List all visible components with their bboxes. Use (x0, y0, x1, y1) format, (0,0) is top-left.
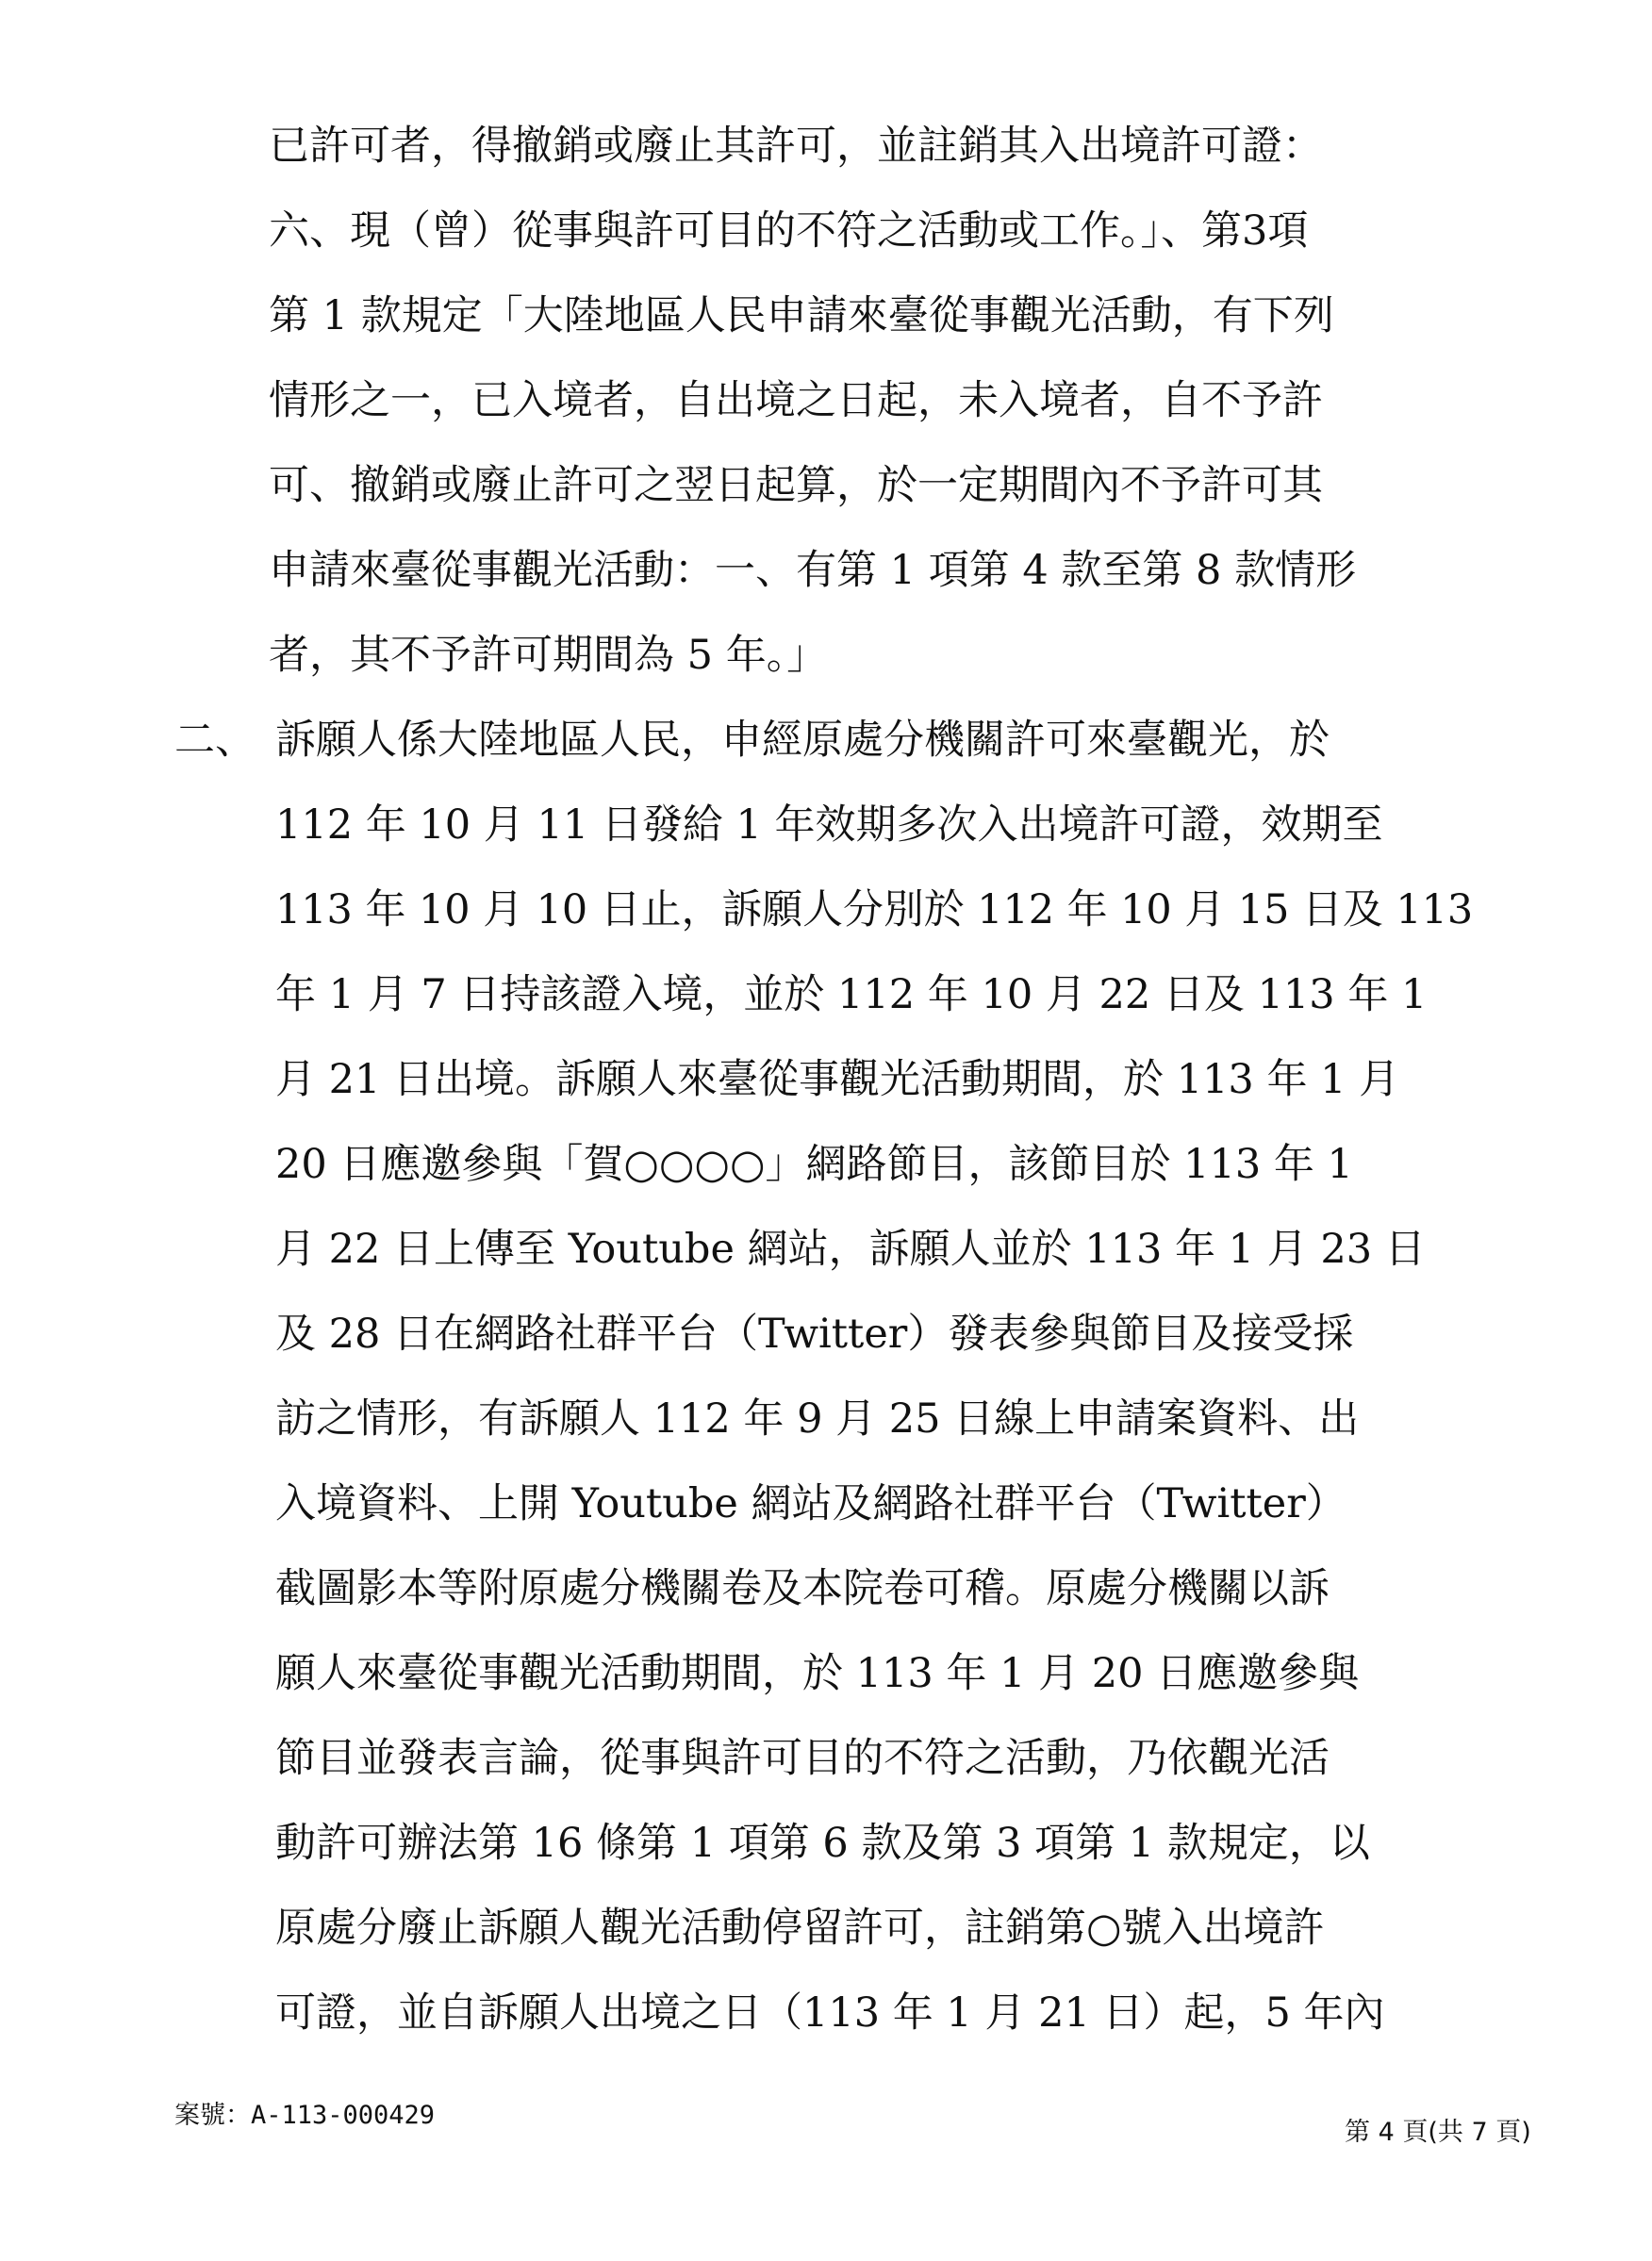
text-line: 節目並發表言論，從事與許可目的不符之活動，乃依觀光活 (275, 1735, 1330, 1782)
text-line: 截圖影本等附原處分機關卷及本院卷可稽。原處分機關以訴 (275, 1565, 1330, 1612)
text-line: 入境資料、上開 Youtube 網站及網路社群平台（Twitter） (275, 1480, 1346, 1527)
text-line: 動許可辦法第 16 條第 1 項第 6 款及第 3 項第 1 款規定，以 (275, 1820, 1370, 1867)
text-line: 訪之情形，有訴願人 112 年 9 月 25 日線上申請案資料、出 (275, 1395, 1360, 1443)
text-line: 情形之一，已入境者，自出境之日起，未入境者，自不予許 (269, 377, 1323, 424)
text-line: 113 年 10 月 10 日止，訴願人分別於 112 年 10 月 15 日及 113 (275, 886, 1474, 933)
text-line: 20 日應邀參與「賀○○○○」網路節目，該節目於 113 年 1 (275, 1141, 1353, 1188)
text-line: 申請來臺從事觀光活動：一、有第 1 項第 4 款至第 8 款情形 (269, 547, 1357, 594)
text-line: 及 28 日在網路社群平台（Twitter）發表參與節目及接受採 (275, 1311, 1354, 1358)
text-line: 可、撤銷或廢止許可之翌日起算，於一定期間內不予許可其 (269, 462, 1323, 509)
text-line: 可證，並自訴願人出境之日（113 年 1 月 21 日）起，5 年內 (275, 1989, 1385, 2037)
case-number: 案號：A-113-000429 (174, 2101, 436, 2130)
text-line: 年 1 月 7 日持該證入境，並於 112 年 10 月 22 日及 113 年 1 (275, 971, 1428, 1018)
text-line: 者，其不予許可期間為 5 年。」 (269, 632, 828, 679)
text-line: 已許可者，得撤銷或廢止其許可，並註銷其入出境許可證： (269, 123, 1323, 170)
item-number: 二、 (174, 717, 256, 764)
text-line: 原處分廢止訴願人觀光活動停留許可，註銷第○號入出境許 (275, 1905, 1325, 1952)
text-line: 訴願人係大陸地區人民，申經原處分機關許可來臺觀光，於 (275, 717, 1330, 764)
page-number: 第 4 頁(共 7 頁) (1345, 2118, 1531, 2147)
text-line: 六、現（曾）從事與許可目的不符之活動或工作。」、第3項 (269, 207, 1309, 255)
text-line: 112 年 10 月 11 日發給 1 年效期多次入出境許可證，效期至 (275, 801, 1383, 849)
text-line: 願人來臺從事觀光活動期間，於 113 年 1 月 20 日應邀參與 (275, 1650, 1360, 1697)
text-line: 月 21 日出境。訴願人來臺從事觀光活動期間，於 113 年 1 月 (275, 1056, 1400, 1103)
text-line: 月 22 日上傳至 Youtube 網站，訴願人並於 113 年 1 月 23 日 (275, 1226, 1426, 1273)
text-line: 第 1 款規定「大陸地區人民申請來臺從事觀光活動，有下列 (269, 292, 1334, 339)
